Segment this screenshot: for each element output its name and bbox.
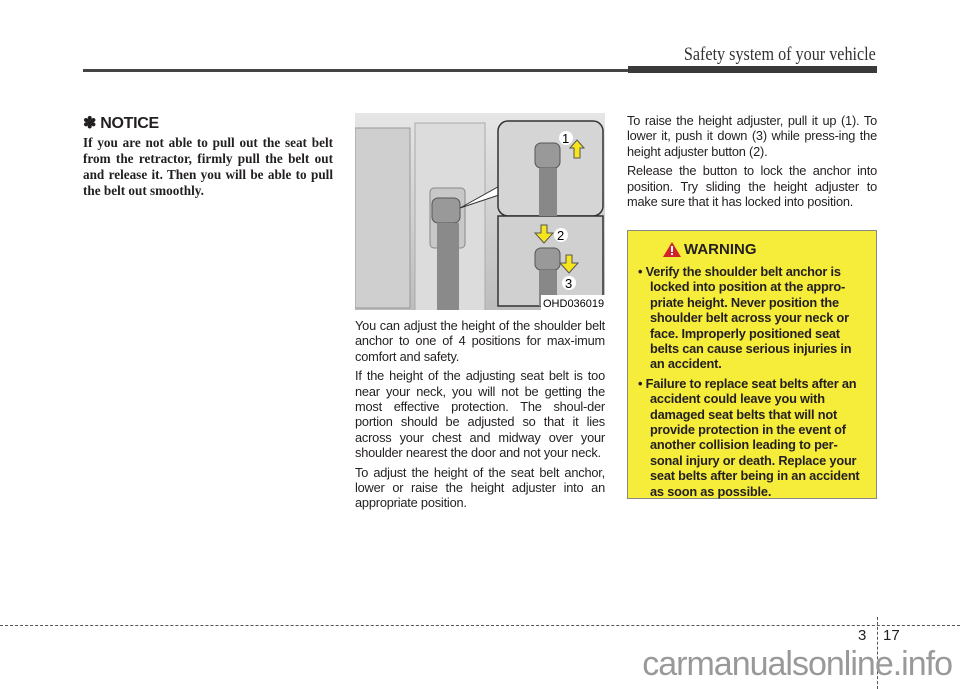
- notice-heading: [83, 113, 333, 133]
- seat-belt-illustration: [355, 113, 605, 310]
- paragraph: You can adjust the height of the shoulder belt anchor to one of 4 positions for max-imum comfort and safety.: [355, 318, 605, 364]
- chapter-number: 3: [858, 627, 867, 644]
- warning-title: WARNING: [684, 241, 757, 258]
- warning-item: • Failure to replace seat belts after an accident could leave you with damaged seat belts that will not provide protection in the event of another collision leading to per-sonal injury or death. Replace your seat belts after being in an accident as soon as possible.: [638, 375, 860, 499]
- warning-triangle-icon: [662, 241, 682, 258]
- section-title: Safety system of your vehicle: [684, 44, 876, 65]
- seat-belt-drawing: [355, 113, 605, 310]
- figure-code: OHD036019: [543, 298, 605, 310]
- notice-box: [83, 113, 333, 199]
- asterisk-icon: ✽: [83, 115, 97, 132]
- warning-item: • Verify the shoulder belt anchor is locked into position at the appro-priate height. Never position the shoulder belt across your neck or face. Improperly positioned seat belts can cause serious injuries in an accident.: [638, 264, 852, 372]
- notice-text: If you are not able to pull out the seat belt from the retractor, firmly pull the belt out and release it. Then you will be able to pull the belt out smoothly.: [83, 135, 333, 198]
- paragraph: If the height of the adjusting seat belt is too near your neck, you will not be getting the most effective protection. The shoul-der portion should be adjusted so that it lies across your chest and midway over your shoulder nearest the door and not your neck.: [355, 368, 605, 461]
- label-1: 1: [562, 131, 570, 146]
- footer-rule: [0, 625, 960, 626]
- paragraph: To adjust the height of the seat belt anchor, lower or raise the height adjuster into an appropriate position.: [355, 464, 605, 511]
- watermark: carmanualsonline.info: [642, 645, 952, 683]
- right-column: [627, 113, 877, 213]
- middle-column: [355, 318, 605, 515]
- label-3: 3: [565, 276, 573, 291]
- page-number: 17: [883, 627, 900, 644]
- notice-title: NOTICE: [100, 115, 159, 132]
- paragraph: To raise the height adjuster, pull it up (1). To lower it, push it down (3) while press-ing the height adjuster button (2).: [627, 113, 877, 159]
- paragraph: Release the button to lock the anchor into position. Try sliding the height adjuster to make sure that it has locked into position.: [627, 163, 877, 210]
- warning-box: [627, 230, 877, 499]
- label-2: 2: [557, 228, 565, 243]
- header-bar: [628, 66, 877, 73]
